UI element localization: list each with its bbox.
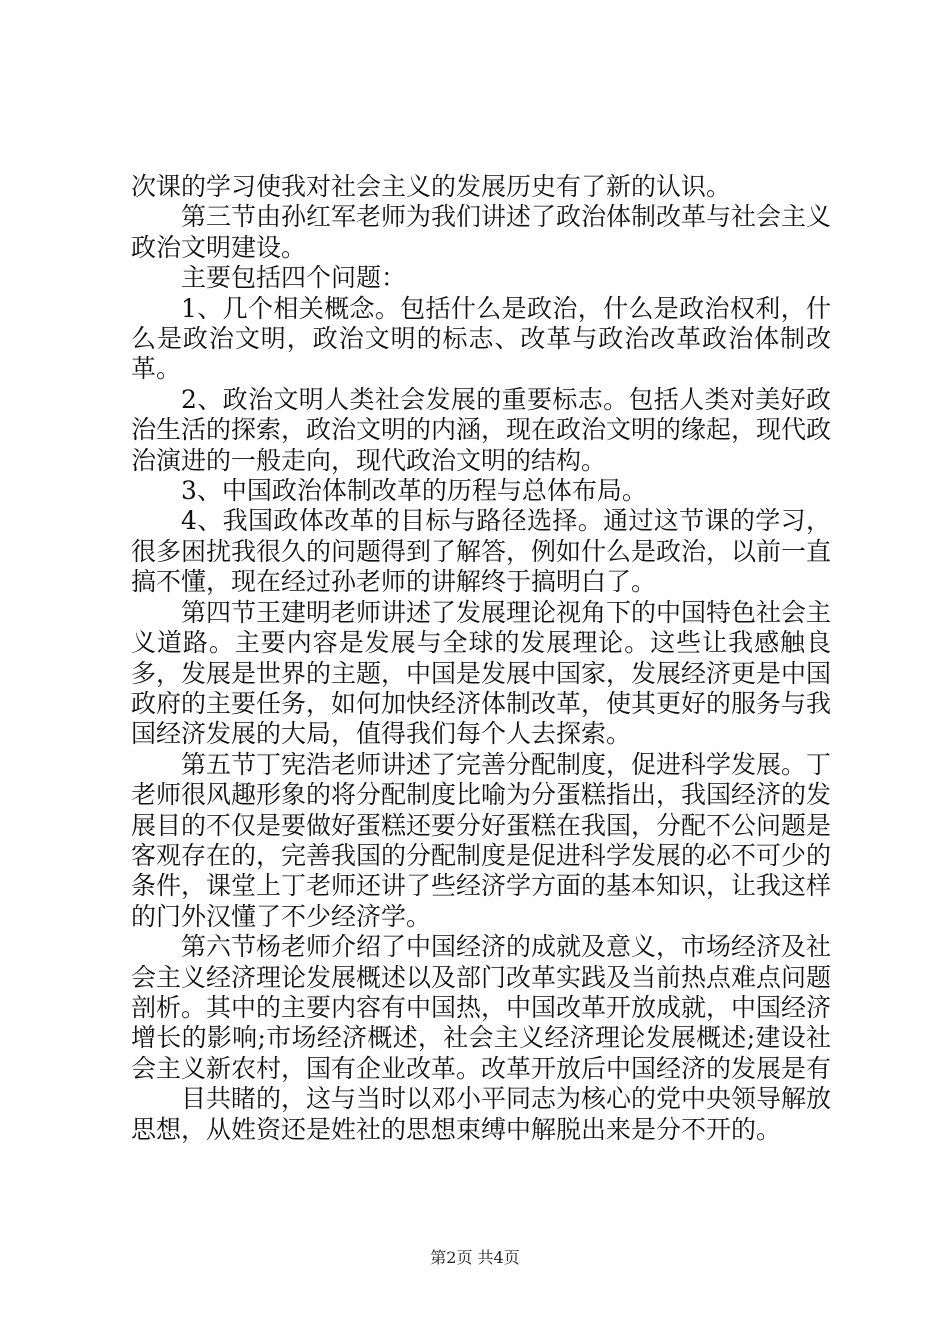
paragraph-four-questions: 主要包括四个问题： bbox=[181, 263, 407, 293]
body-text bbox=[131, 172, 831, 1145]
paragraph-conclusion: 目共睹的，这与当时以邓小平同志为核心的党中央领导解放思想，从姓资还是姓社的思想束缚中解脱出来是分不开的。 bbox=[131, 1084, 832, 1144]
paragraph-item-2: 2、政治文明人类社会发展的重要标志。包括人类对美好政治生活的探索，政治文明的内涵，现在政治文明的缘起，现代政治演进的一般走向，现代政治文明的结构。 bbox=[131, 384, 832, 475]
paragraph-item-1: 1、几个相关概念。包括什么是政治，什么是政治权利，什么是政治文明，政治文明的标志、改革与政治改革政治体制改革。 bbox=[131, 293, 831, 384]
paragraph-item-4: 4、我国政体改革的目标与路径选择。通过这节课的学习，很多困扰我很久的问题得到了解答，例如什么是政治，以前一直搞不懂，现在经过孙老师的讲解终于搞明白了。 bbox=[131, 506, 832, 597]
paragraph-section-6: 第六节杨老师介绍了中国经济的成就及意义，市场经济及社会主义经济理论发展概述以及部门改革实践及当前热点难点问题剖析。其中的主要内容有中国热，中国改革开放成就，中国经济增长的影响;市场经济概述，社会主义经济理论发展概述;建设社会主义新农村，国有企业改革。改革开放后中国经济的发展是有 bbox=[131, 932, 832, 1083]
paragraph-item-3: 3、中国政治体制改革的历程与总体布局。 bbox=[181, 476, 647, 506]
page-footer bbox=[0, 1248, 950, 1268]
paragraph-section-5: 第五节丁宪浩老师讲述了完善分配制度，促进科学发展。丁老师很风趣形象的将分配制度比喻为分蛋糕指出，我国经济的发展目的不仅是要做好蛋糕还要分好蛋糕在我国，分配不公问题是客观存在的，完善我国的分配制度是促进科学发展的必不可少的条件，课堂上丁老师还讲了些经济学方面的基本知识，让我这样的门外汉懂了不少经济学。 bbox=[131, 749, 832, 931]
paragraph-section-3-intro: 第三节由孙红军老师为我们讲述了政治体制改革与社会主义政治文明建设。 bbox=[131, 202, 832, 262]
page-number-label: 第2页 共4页 bbox=[430, 1248, 520, 1267]
paragraph-section-4: 第四节王建明老师讲述了发展理论视角下的中国特色社会主义道路。主要内容是发展与全球的发展理论。这些让我感触良多，发展是世界的主题，中国是发展中国家，发展经济更是中国政府的主要任务，如何加快经济体制改革，使其更好的服务与我国经济发展的大局，值得我们每个人去探索。 bbox=[131, 597, 832, 749]
paragraph-continued: 次课的学习使我对社会主义的发展历史有了新的认识。 bbox=[131, 172, 732, 201]
